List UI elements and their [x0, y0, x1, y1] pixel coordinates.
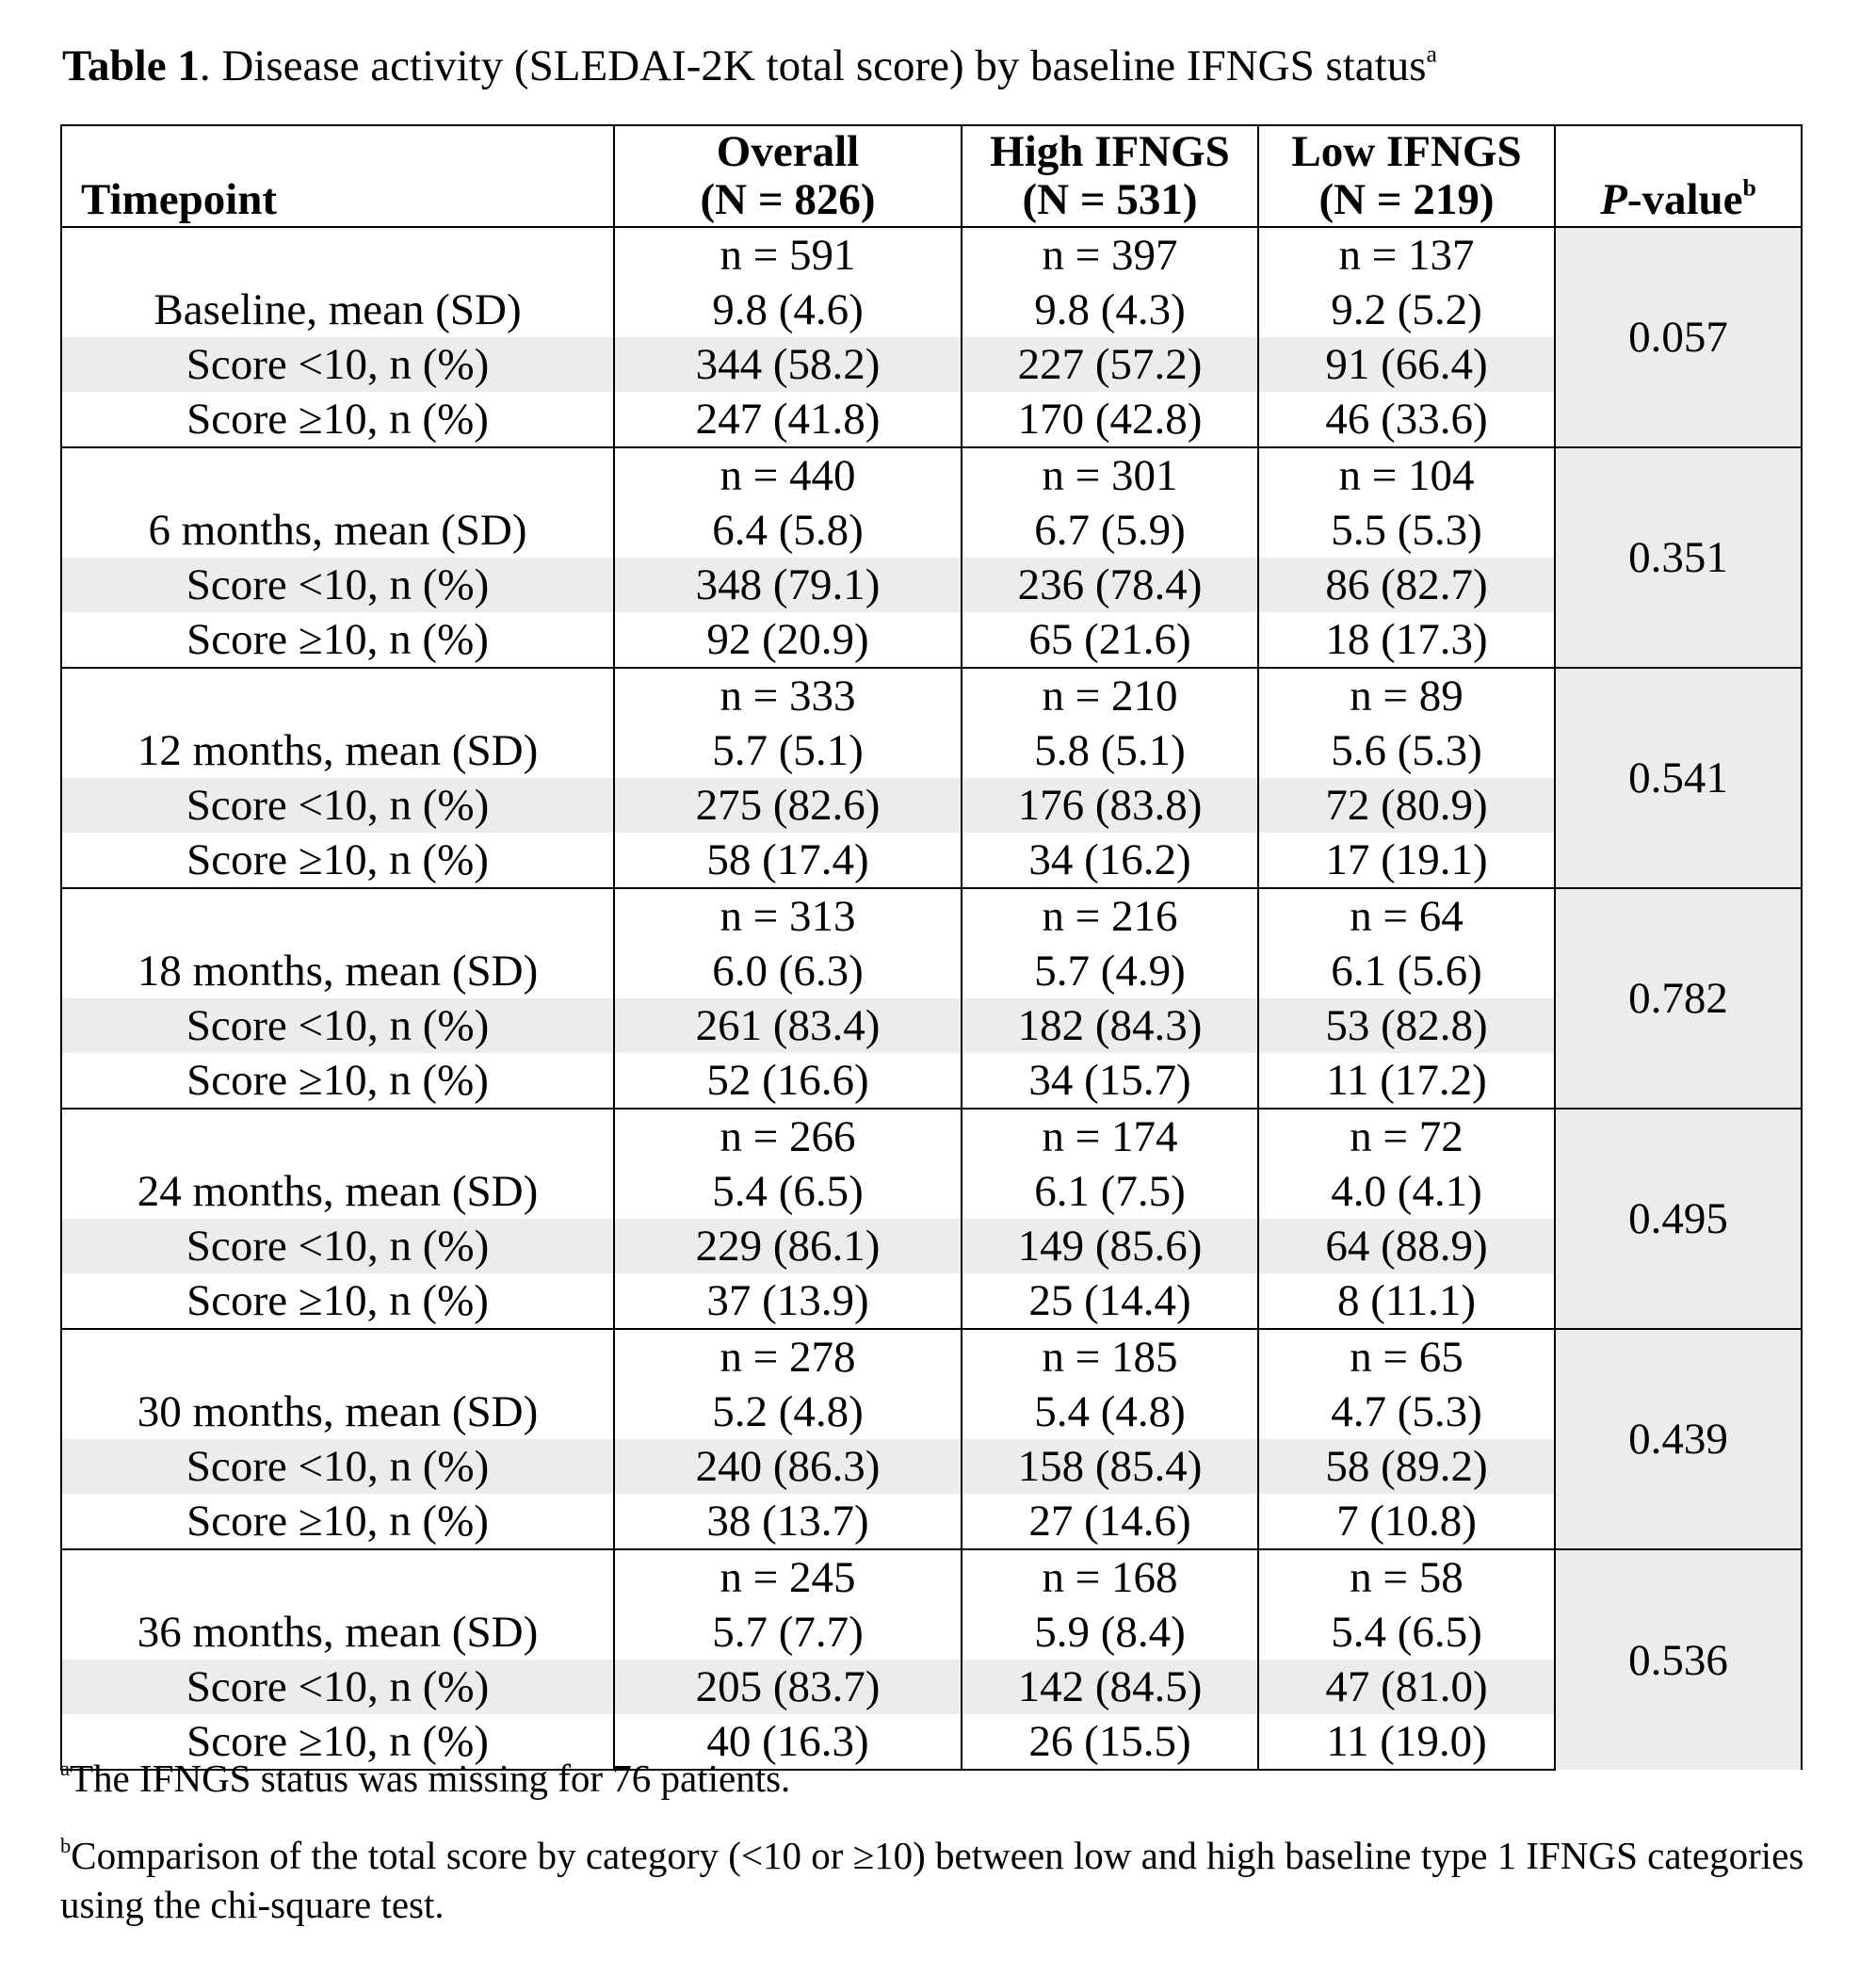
data-table: [60, 124, 1803, 1771]
table-row: Score ≥10, n (%) 37 (13.9) 25 (14.4) 8 (11.1): [61, 1273, 1802, 1329]
header-low-ifngs: Low IFNGS (N = 219): [1258, 125, 1555, 227]
table-row: Score <10, n (%) 344 (58.2) 227 (57.2) 91 (66.4): [61, 337, 1802, 392]
timepoint-label: 6 months, mean (SD): [61, 503, 614, 558]
table-row: Score <10, n (%) 275 (82.6) 176 (83.8) 72 (80.9): [61, 778, 1802, 833]
table-row: Score <10, n (%) 348 (79.1) 236 (78.4) 86 (82.7): [61, 558, 1802, 612]
group-baseline: [61, 227, 1802, 447]
footnote-b: $^b$Comparison of the total score by category (<10 or ≥10) between low and high baseline type 1 IFNGS categories using the chi-square test.: [60, 1834, 1804, 1926]
p-value: 0.536: [1555, 1549, 1802, 1770]
table-row: Score <10, n (%) 229 (86.1) 149 (85.6) 64 (88.9): [61, 1219, 1802, 1273]
table-caption: [62, 38, 1437, 94]
timepoint-label: Baseline, mean (SD): [61, 283, 614, 337]
table-row: n = 266 n = 174 n = 72 0.495: [61, 1109, 1802, 1164]
p-value: 0.057: [1555, 227, 1802, 447]
timepoint-label: 24 months, mean (SD): [61, 1164, 614, 1219]
table-row: 30 months, mean (SD) 5.2 (4.8) 5.4 (4.8) 4.7 (5.3): [61, 1385, 1802, 1439]
table-row: n = 591 n = 397 n = 137 0.057: [61, 227, 1802, 283]
p-value: 0.439: [1555, 1329, 1802, 1549]
header-overall: Overall (N = 826): [614, 125, 962, 227]
table-row: 24 months, mean (SD) 5.4 (6.5) 6.1 (7.5) 4.0 (4.1): [61, 1164, 1802, 1219]
table-row: 18 months, mean (SD) 6.0 (6.3) 5.7 (4.9) 6.1 (5.6): [61, 944, 1802, 998]
group-12-months: [61, 668, 1802, 888]
p-value: 0.782: [1555, 888, 1802, 1109]
footnote-a: $^a$The IFNGS status was missing for 76 patients.: [60, 1757, 791, 1800]
table-row: n = 278 n = 185 n = 65 0.439: [61, 1329, 1802, 1385]
table-row: 36 months, mean (SD) 5.7 (7.7) 5.9 (8.4) 5.4 (6.5): [61, 1605, 1802, 1660]
table-row: Baseline, mean (SD) 9.8 (4.6) 9.8 (4.3) 9.2 (5.2): [61, 283, 1802, 337]
table-row: n = 440 n = 301 n = 104 0.351: [61, 447, 1802, 503]
header-high-ifngs: High IFNGS (N = 531): [962, 125, 1258, 227]
table-row: Score ≥10, n (%) 52 (16.6) 34 (15.7) 11 (17.2): [61, 1053, 1802, 1109]
timepoint-label: 12 months, mean (SD): [61, 723, 614, 778]
timepoint-label: 36 months, mean (SD): [61, 1605, 614, 1660]
table-row: Score ≥10, n (%) 247 (41.8) 170 (42.8) 46 (33.6): [61, 392, 1802, 447]
table-row: 6 months, mean (SD) 6.4 (5.8) 6.7 (5.9) 5.5 (5.3): [61, 503, 1802, 558]
caption-footnote-marker: a: [1426, 40, 1437, 68]
group-30-months: [61, 1329, 1802, 1549]
table-row: Score <10, n (%) 261 (83.4) 182 (84.3) 53 (82.8): [61, 998, 1802, 1053]
table-row: Score ≥10, n (%) 92 (20.9) 65 (21.6) 18 (17.3): [61, 612, 1802, 668]
p-value: 0.495: [1555, 1109, 1802, 1329]
table-row: Score ≥10, n (%) 38 (13.7) 27 (14.6) 7 (10.8): [61, 1494, 1802, 1549]
table-row: n = 333 n = 210 n = 89 0.541: [61, 668, 1802, 723]
timepoint-label: 30 months, mean (SD): [61, 1385, 614, 1439]
table-row: Score <10, n (%) 240 (86.3) 158 (85.4) 58 (89.2): [61, 1439, 1802, 1494]
table-row: n = 245 n = 168 n = 58 0.536: [61, 1549, 1802, 1605]
table-title: . Disease activity (SLEDAI-2K total score) by baseline IFNGS status: [199, 41, 1427, 90]
table-row: 12 months, mean (SD) 5.7 (5.1) 5.8 (5.1) 5.6 (5.3): [61, 723, 1802, 778]
header-pvalue: P-value$^b$: [1555, 125, 1802, 227]
table-row: Score <10, n (%) 205 (83.7) 142 (84.5) 47 (81.0): [61, 1660, 1802, 1714]
table-row: Score ≥10, n (%) 40 (16.3) 26 (15.5) 11 (19.0): [61, 1714, 1802, 1770]
table-row: n = 313 n = 216 n = 64 0.782: [61, 888, 1802, 944]
timepoint-label: 18 months, mean (SD): [61, 944, 614, 998]
p-value: 0.351: [1555, 447, 1802, 668]
table-label: Table 1: [62, 41, 200, 90]
table-row: Score ≥10, n (%) 58 (17.4) 34 (16.2) 17 (19.1): [61, 833, 1802, 888]
header-row: [61, 125, 1802, 227]
p-value: 0.541: [1555, 668, 1802, 888]
header-timepoint: Timepoint: [61, 125, 614, 227]
group-18-months: [61, 888, 1802, 1109]
group-6-months: [61, 447, 1802, 668]
group-36-months: [61, 1549, 1802, 1770]
group-24-months: [61, 1109, 1802, 1329]
